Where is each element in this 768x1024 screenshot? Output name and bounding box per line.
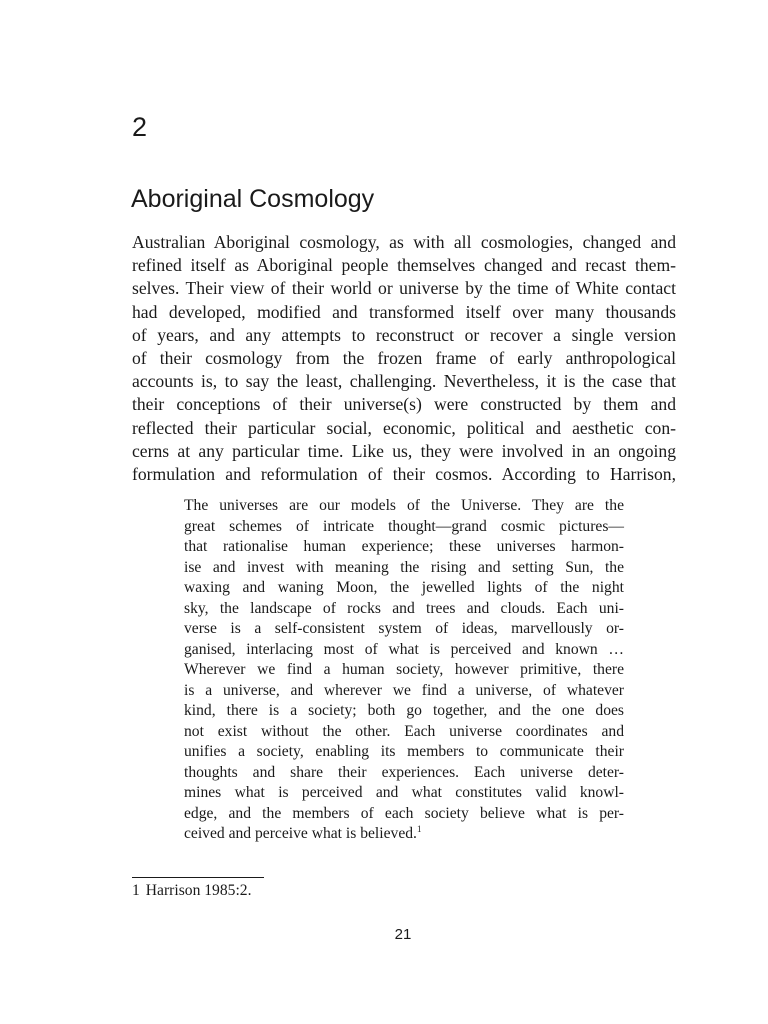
quote-line: not exist without the other. Each universe coordinates and [184, 722, 624, 740]
body-line: refined itself as Aboriginal people themselves changed and recast them- [132, 255, 676, 276]
quote-line: great schemes of intricate thought—grand cosmic pictures— [184, 517, 624, 535]
footnote [132, 881, 251, 901]
body-line: reflected their particular social, economic, political and aesthetic con- [132, 417, 676, 438]
body-line: accounts is, to say the least, challenging. Nevertheless, it is the case that [132, 371, 676, 392]
quote-line: mines what is perceived and what constitutes valid knowl- [184, 784, 624, 801]
chapter-number: 2 [132, 112, 148, 142]
body-line: their conceptions of their universe(s) were constructed by them and [132, 394, 676, 415]
footnote-number: 1 [132, 882, 140, 899]
quote-line: sky, the landscape of rocks and trees and clouds. Each uni- [184, 599, 624, 617]
body-line: of their cosmology from the frozen frame of early anthropological [132, 348, 676, 369]
quote-line: edge, and the members of each society believe what is per- [184, 804, 624, 822]
body-paragraph [132, 231, 676, 486]
body-line: had developed, modified and transformed itself over many thousands [132, 301, 676, 322]
quote-line: is a universe, and wherever we find a universe, of whatever [184, 681, 624, 699]
chapter-title: Aboriginal Cosmology [131, 185, 375, 213]
quote-line: ceived and perceive what is believed. [184, 825, 417, 842]
quote-line: thoughts and share their experiences. Each universe deter- [184, 763, 624, 781]
quote-line: unifies a society, enabling its members to communicate their [184, 743, 624, 760]
quote-line: waxing and waning Moon, the jewelled lights of the night [184, 579, 624, 596]
body-line: formulation and reformulation of their cosmos. According to Harrison, [132, 464, 676, 485]
footnote-text: Harrison 1985:2. [145, 882, 252, 899]
quote-line: Wherever we find a human society, however primitive, there [184, 661, 624, 678]
quote-line: The universes are our models of the Universe. They are the [184, 497, 624, 514]
footnote-reference[interactable]: 1 [416, 823, 422, 834]
body-line: cerns at any particular time. Like us, they were involved in an ongoing [132, 440, 676, 461]
body-line: selves. Their view of their world or universe by the time of White contact [132, 278, 676, 299]
quote-line: ganised, interlacing most of what is perceived and known … [184, 640, 624, 658]
quote-line: verse is a self-consistent system of ideas, marvellously or- [184, 620, 624, 637]
quote-line: kind, there is a society; both go together, and the one does [184, 702, 624, 719]
body-line: of years, and any attempts to reconstruct or recover a single version [132, 324, 676, 345]
quote-line: that rationalise human experience; these universes harmon- [184, 538, 624, 555]
footnote-divider [132, 877, 264, 878]
body-line: Australian Aboriginal cosmology, as with all cosmologies, changed and [132, 232, 676, 252]
page-number: 21 [394, 926, 412, 943]
quote-last-line [184, 824, 624, 845]
quote-line: ise and invest with meaning the rising and setting Sun, the [184, 558, 624, 576]
block-quote [184, 496, 624, 845]
